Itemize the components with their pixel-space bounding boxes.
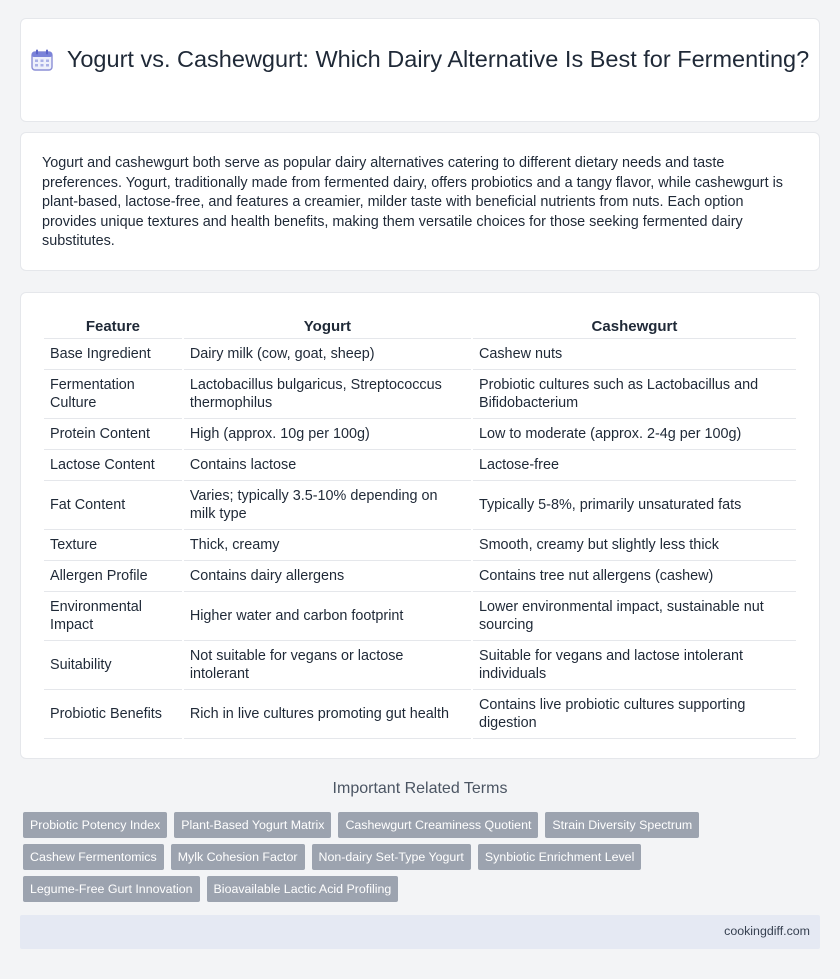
table-row <box>44 339 796 370</box>
yogurt-cell: Higher water and carbon footprint <box>184 592 471 641</box>
yogurt-cell: High (approx. 10g per 100g) <box>184 419 471 450</box>
related-term-tag[interactable]: Cashewgurt Creaminess Quotient <box>338 812 538 838</box>
related-terms-list <box>23 812 823 902</box>
yogurt-cell: Not suitable for vegans or lactose intolerant <box>184 641 471 690</box>
related-term-tag[interactable]: Non-dairy Set-Type Yogurt <box>312 844 471 870</box>
yogurt-cell: Contains dairy allergens <box>184 561 471 592</box>
header-cashewgurt: Cashewgurt <box>473 315 796 339</box>
table-row <box>44 481 796 530</box>
feature-cell: Environmental Impact <box>44 592 182 641</box>
feature-cell: Base Ingredient <box>44 339 182 370</box>
cashewgurt-cell: Contains live probiotic cultures supporting digestion <box>473 690 796 739</box>
related-term-tag[interactable]: Strain Diversity Spectrum <box>545 812 699 838</box>
related-term-tag[interactable]: Cashew Fermentomics <box>23 844 164 870</box>
yogurt-cell: Varies; typically 3.5-10% depending on milk type <box>184 481 471 530</box>
yogurt-cell: Rich in live cultures promoting gut health <box>184 690 471 739</box>
feature-cell: Fermentation Culture <box>44 370 182 419</box>
cashewgurt-cell: Cashew nuts <box>473 339 796 370</box>
related-term-tag[interactable]: Synbiotic Enrichment Level <box>478 844 641 870</box>
yogurt-cell: Lactobacillus bulgaricus, Streptococcus thermophilus <box>184 370 471 419</box>
header-feature: Feature <box>44 315 182 339</box>
page-title: Yogurt vs. Cashewgurt: Which Dairy Alternative Is Best for Fermenting? <box>66 46 810 72</box>
related-term-tag[interactable]: Bioavailable Lactic Acid Profiling <box>207 876 399 902</box>
cashewgurt-cell: Smooth, creamy but slightly less thick <box>473 530 796 561</box>
footer <box>20 915 820 949</box>
table-row <box>44 530 796 561</box>
cashewgurt-cell: Contains tree nut allergens (cashew) <box>473 561 796 592</box>
cashewgurt-cell: Typically 5-8%, primarily unsaturated fats <box>473 481 796 530</box>
table-row <box>44 450 796 481</box>
related-term-tag[interactable]: Probiotic Potency Index <box>23 812 167 838</box>
table-row <box>44 592 796 641</box>
table-row <box>44 370 796 419</box>
cashewgurt-cell: Probiotic cultures such as Lactobacillus and Bifidobacterium <box>473 370 796 419</box>
table-row <box>44 561 796 592</box>
title-card <box>20 18 820 122</box>
table-header-row <box>44 315 796 339</box>
yogurt-cell: Dairy milk (cow, goat, sheep) <box>184 339 471 370</box>
yogurt-cell: Thick, creamy <box>184 530 471 561</box>
cashewgurt-cell: Low to moderate (approx. 2-4g per 100g) <box>473 419 796 450</box>
comparison-card <box>20 292 820 759</box>
footer-site-link[interactable]: cookingdiff.com <box>724 924 810 938</box>
feature-cell: Fat Content <box>44 481 182 530</box>
calendar-icon <box>31 48 53 78</box>
table-row <box>44 641 796 690</box>
header-yogurt: Yogurt <box>184 315 471 339</box>
feature-cell: Allergen Profile <box>44 561 182 592</box>
related-term-tag[interactable]: Legume-Free Gurt Innovation <box>23 876 200 902</box>
intro-card <box>20 132 820 271</box>
feature-cell: Suitability <box>44 641 182 690</box>
cashewgurt-cell: Suitable for vegans and lactose intolerant individuals <box>473 641 796 690</box>
page-title-wrap <box>21 44 819 78</box>
cashewgurt-cell: Lactose-free <box>473 450 796 481</box>
comparison-table <box>42 315 798 739</box>
feature-cell: Lactose Content <box>44 450 182 481</box>
related-term-tag[interactable]: Plant-Based Yogurt Matrix <box>174 812 331 838</box>
yogurt-cell: Contains lactose <box>184 450 471 481</box>
feature-cell: Probiotic Benefits <box>44 690 182 739</box>
cashewgurt-cell: Lower environmental impact, sustainable nut sourcing <box>473 592 796 641</box>
related-term-tag[interactable]: Mylk Cohesion Factor <box>171 844 305 870</box>
table-row <box>44 690 796 739</box>
intro-text: Yogurt and cashewgurt both serve as popular dairy alternatives catering to different dietary needs and taste preferences. Yogurt, traditionally made from fermented dairy, offers probiotics and a tangy flavor, while cashewgurt is plant-based, lactose-free, and features a creamier, milder taste with beneficial nutrients from nuts. Each option provides unique textures and health benefits, making them versatile choices for those seeking fermented dairy substitutes. <box>42 155 783 250</box>
feature-cell: Texture <box>44 530 182 561</box>
table-row <box>44 419 796 450</box>
related-terms-title: Important Related Terms <box>332 780 508 797</box>
feature-cell: Protein Content <box>44 419 182 450</box>
